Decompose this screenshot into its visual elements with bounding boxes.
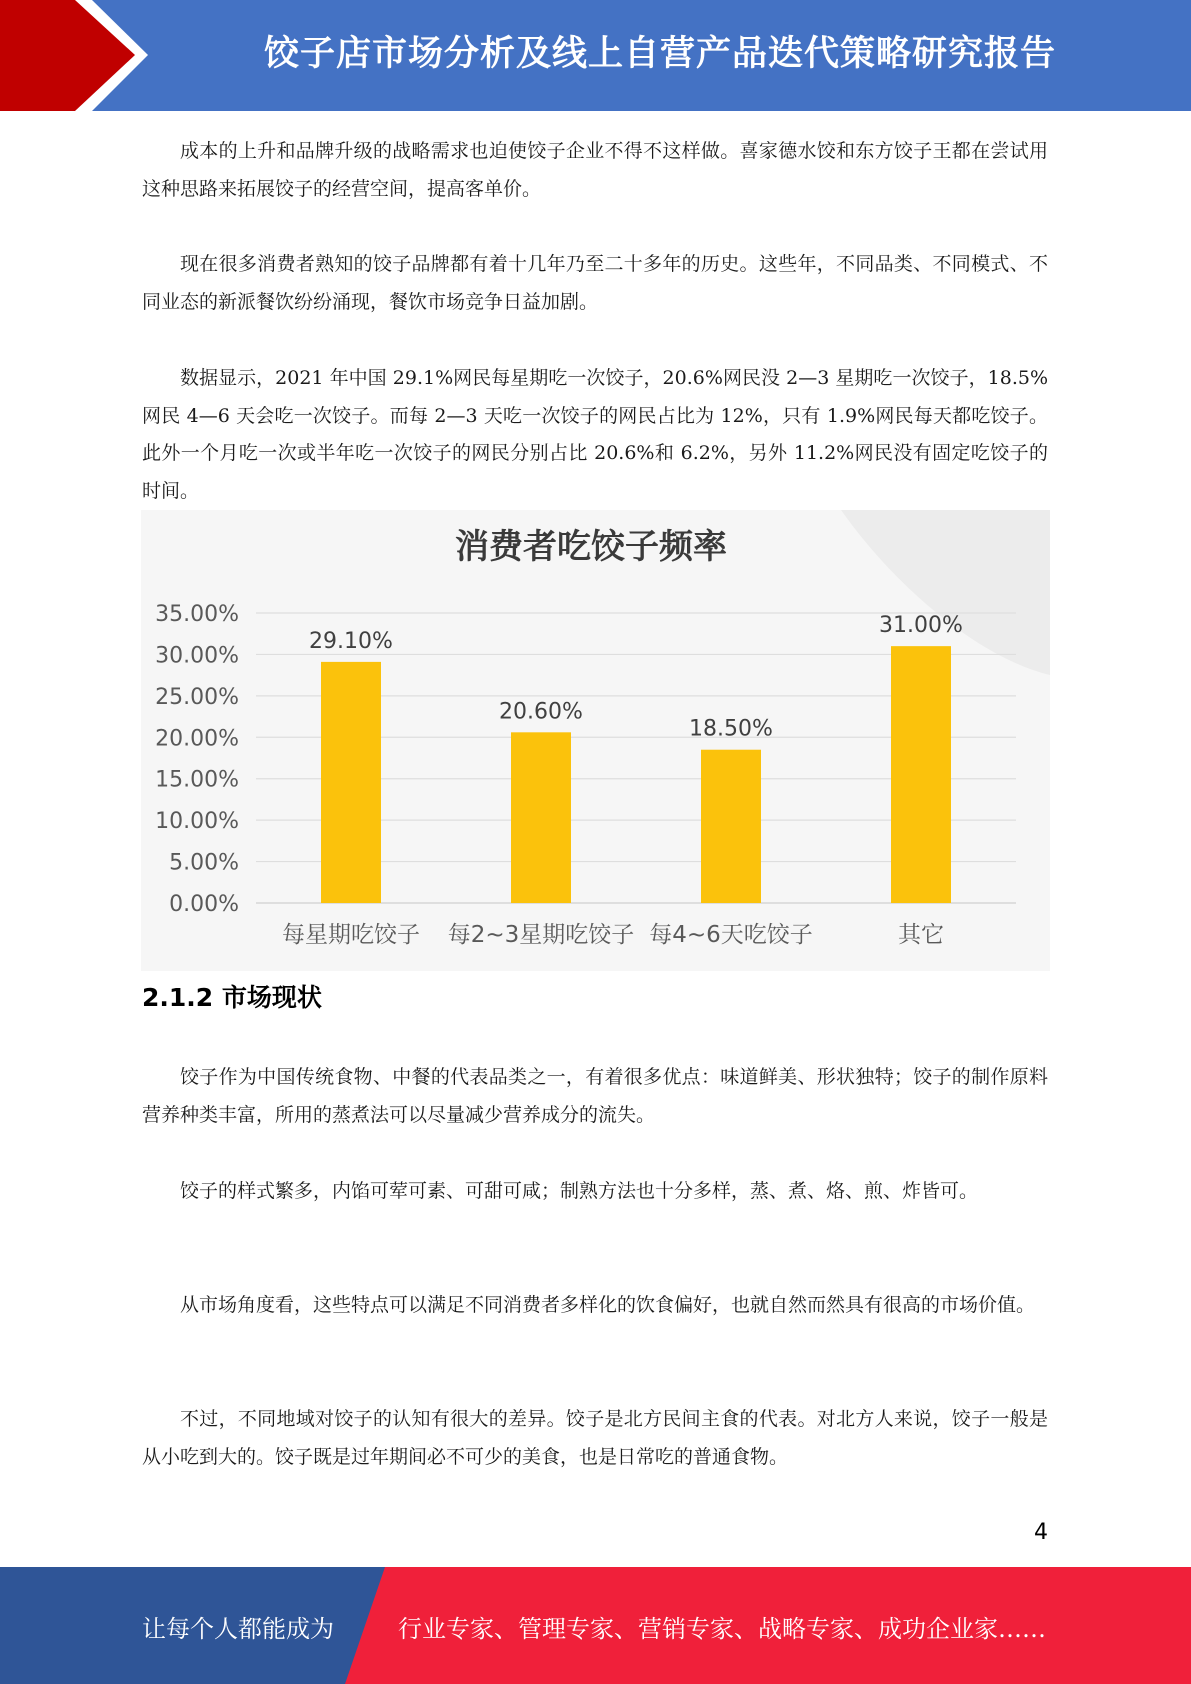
page-header	[0, 0, 1191, 111]
data-label: 31.00%	[879, 613, 963, 639]
page-number: 4	[1034, 1520, 1048, 1545]
data-label: 18.50%	[689, 716, 773, 742]
category-label: 每2~3星期吃饺子	[447, 922, 635, 948]
header-arrow-decoration	[0, 0, 170, 111]
bar	[701, 750, 761, 903]
bar	[511, 732, 571, 903]
category-label: 每星期吃饺子	[282, 922, 420, 948]
report-title: 饺子店市场分析及线上自营产品迭代策略研究报告	[263, 34, 1056, 74]
bar	[891, 646, 951, 903]
y-tick-label: 25.00%	[155, 684, 239, 710]
y-tick-label: 35.00%	[155, 602, 239, 627]
footer-slogan-left: 让每个人都能成为	[142, 1615, 334, 1643]
y-tick-label: 10.00%	[155, 809, 239, 835]
category-label: 其它	[898, 922, 944, 948]
paragraph-market-value: 从市场角度看，这些特点可以满足不同消费者多样化的饮食偏好，也就自然而然具有很高的市场价值。	[180, 1294, 1036, 1316]
y-tick-label: 15.00%	[155, 767, 239, 793]
paragraph-advantages: 饺子作为中国传统食物、中餐的代表品类之一，有着很多优点：味道鲜美、形状独特；饺子的制作原料营养种类丰富，所用的蒸煮法可以尽量减少营养成分的流失。	[142, 1066, 1048, 1126]
paragraph-statistics: 数据显示，2021 年中国 29.1%网民每星期吃一次饺子，20.6%网民没 2—3 星期吃一次饺子，18.5%网民 4—6 天会吃一次饺子。而每 2—3 天吃一次饺子的网民占比为 12%，只有 1.9%网民每天都吃饺子。此外一个月吃一次或半年吃一次饺子的网民分别占比 20.6%和 6.2%，另外 11.2%网民没有固定吃饺子的时间。	[142, 367, 1048, 502]
data-label: 20.60%	[499, 699, 583, 725]
paragraph-regional: 不过，不同地域对饺子的认知有很大的差异。饺子是北方民间主食的代表。对北方人来说，饺子一般是从小吃到大的。饺子既是过年期间必不可少的美食，也是日常吃的普通食物。	[142, 1408, 1048, 1468]
section-heading: 2.1.2 市场现状	[142, 983, 322, 1012]
y-tick-label: 20.00%	[155, 726, 239, 752]
paragraph-brands: 现在很多消费者熟知的饺子品牌都有着十几年乃至二十多年的历史。这些年，不同品类、不同模式、不同业态的新派餐饮纷纷涌现，餐饮市场竞争日益加剧。	[142, 253, 1048, 313]
page-footer	[0, 1567, 1191, 1684]
paragraph-variety: 饺子的样式繁多，内馅可荤可素、可甜可咸；制熟方法也十分多样，蒸、煮、烙、煎、炸皆可。	[180, 1180, 979, 1202]
y-tick-label: 5.00%	[169, 850, 239, 876]
y-tick-label: 30.00%	[155, 643, 239, 669]
y-tick-label: 0.00%	[169, 892, 239, 917]
paragraph-cost: 成本的上升和品牌升级的战略需求也迫使饺子企业不得不这样做。喜家德水饺和东方饺子王都在尝试用这种思路来拓展饺子的经营空间，提高客单价。	[142, 140, 1048, 200]
chart-title: 消费者吃饺子频率	[455, 527, 727, 567]
bar	[321, 662, 381, 903]
footer-slogan-right: 行业专家、管理专家、营销专家、战略专家、成功企业家……	[398, 1615, 1046, 1643]
data-label: 29.10%	[309, 628, 393, 654]
category-label: 每4~6天吃饺子	[649, 922, 813, 948]
frequency-bar-chart	[141, 510, 1050, 971]
